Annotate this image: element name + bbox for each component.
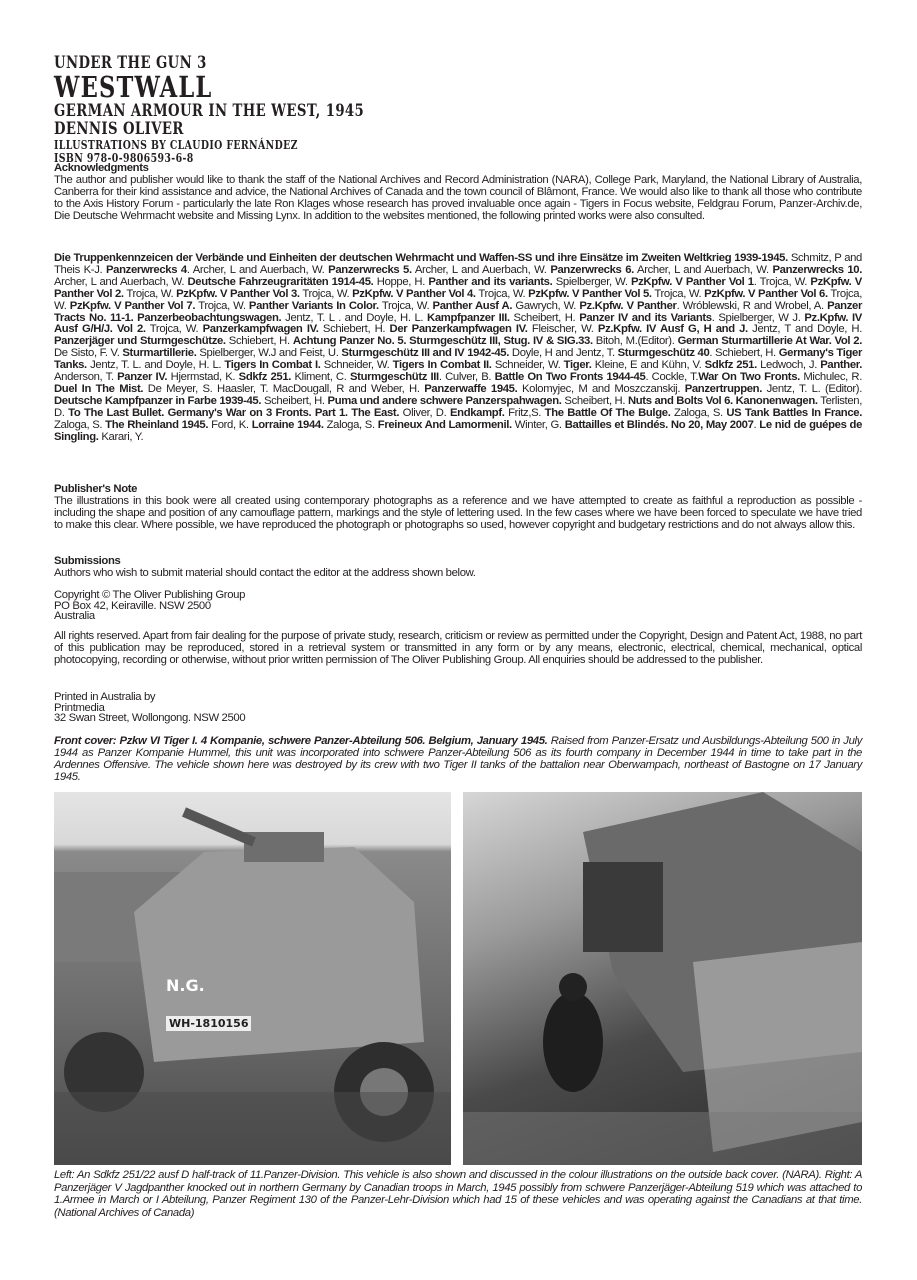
photo-halftrack xyxy=(54,792,451,1165)
bibliography-author: . xyxy=(753,418,760,431)
bibliography-author: . Cockle, T. xyxy=(645,371,699,384)
bibliography-author: Scheibert, H. xyxy=(509,311,580,324)
bibliography-author: Archer, L and Auerbach, W. xyxy=(54,275,188,288)
bibliography-author: Spielberger, W.J and Feist, U. xyxy=(196,347,342,360)
bibliography-title: The Battle Of The Bulge. xyxy=(544,406,671,419)
bibliography-author: Trojca, W. xyxy=(145,323,203,336)
bibliography xyxy=(54,253,862,444)
bibliography-title: Germany's Tiger Tanks. xyxy=(54,347,863,372)
bibliography-title: Panther and its variants. xyxy=(428,275,553,288)
bibliography-title: Battailles et Blindés. No 20, May 2007 xyxy=(564,418,754,431)
bibliography-title: Kampfpanzer III. xyxy=(427,311,510,324)
bibliography-title: Achtung Panzer No. 5. Sturmgeschütz III, Stug. IV & SIG.33. xyxy=(292,335,593,348)
bibliography-author: Anderson, T. xyxy=(54,371,118,384)
bibliography-title: Panzer IV. xyxy=(117,371,168,384)
address-line: PO Box 42, Keiraville. NSW 2500 xyxy=(54,599,211,612)
bibliography-author: Trojca, W. xyxy=(378,299,433,312)
copyright-line: Copyright © The Oliver Publishing Group xyxy=(54,589,246,601)
photo-caption: Left: An Sdkfz 251/22 ausf D half-track of 11.Panzer-Division. This vehicle is also shown and discussed in the colour illustrations on the outside back cover. (NARA). Right: A Panzerjäger V Jagdpanther knocked out in northern Germany by Canadian troops in March, 1945 possibly from schwere Panzerjäger-Abteilung 519 which was attached to 1.Armee in March or I Abteilung, Panzer Regiment 130 of the Panzer-Lehr-Division which had 15 of these vehicles and was operating against the Canadians at that time. (National Archives of Canada) xyxy=(54,1169,862,1219)
bibliography-author: Spielberger, W. xyxy=(552,275,631,288)
bibliography-author: Michulec, R. xyxy=(799,371,862,384)
bibliography-title: Nuts and Bolts Vol 6. Kanonenwagen. xyxy=(627,394,818,407)
bibliography-author: Hoppe, H. xyxy=(373,275,429,288)
bibliography-title: German Sturmartillerie At War. Vol 2. xyxy=(677,335,862,348)
bibliography-title: Panzerwrecks 5. xyxy=(328,263,412,276)
bibliography-author: Winter, G. xyxy=(511,418,565,431)
bibliography-title: US Tank Battles In France. xyxy=(726,406,863,419)
bibliography-author: Ford, K. xyxy=(208,418,252,431)
bibliography-title: Tigers In Combat II. xyxy=(392,359,492,372)
bibliography-author: Schiebert, H. xyxy=(318,323,390,336)
book-header xyxy=(54,55,364,165)
bibliography-author: Schiebert, H. xyxy=(225,335,293,348)
bibliography-author: Schneider, W. xyxy=(491,359,564,372)
bibliography-title: Lorraine 1944. xyxy=(251,418,324,431)
bibliography-author: Trojca, W. xyxy=(475,287,529,300)
bibliography-author: Zaloga, S. xyxy=(670,406,727,419)
book-title: WESTWALL xyxy=(54,70,213,104)
submissions-body: Authors who wish to submit material should contact the editor at the address shown below. xyxy=(54,566,476,579)
bibliography-title: Le nid de guépes de Singling. xyxy=(54,418,863,443)
bibliography-title: Sturmgeschütz III and IV 1942-45. xyxy=(341,347,510,360)
illustrator: ILLUSTRATIONS BY CLAUDIO FERNÁNDEZ xyxy=(54,138,298,152)
bibliography-author: Archer, L and Auerbach, W. xyxy=(411,263,551,276)
country-line: Australia xyxy=(54,610,95,622)
photo-jagdpanther xyxy=(463,792,862,1165)
bibliography-author: Scheibert, H. xyxy=(561,394,628,407)
bibliography-title: Die Truppenkennzeicen der Verbände und Einheiten der deutschen Wehrmacht und Waffen-SS und ihre Einsätze im Zweiten Weltkrieg 1939-1945. xyxy=(54,252,791,264)
bibliography-title: Pz.Kpfw. IV Ausf G/H/J. Vol 2. xyxy=(54,311,862,336)
bibliography-title: Freineux And Lamormenil. xyxy=(377,418,512,431)
bibliography-title: To The Last Bullet. Germany's War on 3 Fronts. Part 1. The East. xyxy=(68,406,400,419)
publishers-note-body: The illustrations in this book were all created using contemporary photographs as a reference and we have attempted to create as faithful a reproduction as possible - including the shape and position of any camouflage pattern, markings and the style of lettering used. In the few cases where we have been forced to speculate we have tried to make this clear. Where possible, we have reproduced the photograph or photographs so used, however copyright and budgetary restrictions and do not always allow this. xyxy=(54,494,862,531)
bibliography-title: Sturmgeschütz III xyxy=(349,371,439,384)
bibliography-title: Panzer IV and its Variants xyxy=(579,311,712,324)
front-cover-lead: Front cover: Pzkw VI Tiger I. 4 Kompanie, schwere Panzer-Abteilung 506. Belgium, January 1945. xyxy=(54,735,548,747)
jagdpanther-silhouette xyxy=(463,792,862,1165)
bibliography-author: . Schiebert, H. xyxy=(709,347,779,360)
bibliography-author: De Meyer, S. Haasler, T. MacDougall, R and Weber, H. xyxy=(143,382,425,395)
bibliography-author: Kolomyjec, M and Moszczanskij. xyxy=(517,382,685,395)
bibliography-title: PzKpfw. V Panther Vol 4. xyxy=(352,287,476,300)
bibliography-author: Karari, Y. xyxy=(98,430,144,443)
bibliography-author: Fritz,S. xyxy=(504,406,545,419)
bibliography-author: Bitoh, M.(Editor). xyxy=(592,335,678,348)
bibliography-title: Panther Ausf A. xyxy=(432,299,513,312)
publishers-note-section xyxy=(54,484,862,532)
front-cover-note xyxy=(54,736,862,784)
bibliography-author: Kleine, E and Kühn, V. xyxy=(591,359,705,372)
bibliography-title: Deutsche Fahrzeugraritäten 1914-45. xyxy=(187,275,374,288)
bibliography-author: Oliver, D. xyxy=(399,406,450,419)
bibliography-title: Sdkfz 251. xyxy=(238,371,292,384)
front-cover-body: Raised from Panzer-Ersatz und Ausbildungs-Abteilung 500 in July 1944 as Panzer Kompanie Hummel, this unit was incorporated into schwere Panzer-Abteilung 506 as its fourth company in December 1944 in time to take part in the Ardennes Offensive. The vehicle shown here was destroyed by its crew with two Tiger II tanks of the battalion near Oberwampach, northeast of Bastogne on 17 January 1945. xyxy=(54,735,862,783)
bibliography-author: Trojca, W. xyxy=(299,287,353,300)
bibliography-title: Tiger. xyxy=(563,359,592,372)
printer-info xyxy=(54,692,862,724)
bibliography-author: Archer, L and Auerbach, W. xyxy=(633,263,773,276)
bibliography-title: Panzer Tracts No. 11-1. Panzerbeobachtungswagen. xyxy=(54,299,863,324)
book-subtitle: GERMAN ARMOUR IN THE WEST, 1945 xyxy=(54,101,365,121)
bibliography-title: War On Two Fronts. xyxy=(698,371,800,384)
bibliography-author: . Spielberger, W J. xyxy=(711,311,805,324)
bibliography-title: PzKpfw. V Panther Vol 1 xyxy=(630,275,754,288)
bibliography-author: Schneider, W. xyxy=(320,359,393,372)
bibliography-title: Puma und andere schwere Panzerspahwagen. xyxy=(327,394,562,407)
bibliography-title: Sdkfz 251. xyxy=(704,359,757,372)
bibliography-title: The Rheinland 1945. xyxy=(105,418,209,431)
printer-name: Printmedia xyxy=(54,701,105,714)
bibliography-title: Panther. xyxy=(820,359,862,372)
bibliography-author: De Sisto, F. V. xyxy=(54,347,123,360)
bibliography-author: Jentz, T and Doyle, H. xyxy=(747,323,862,336)
acknowledgments-heading: Acknowledgments xyxy=(54,162,149,174)
rights-statement: All rights reserved. Apart from fair dealing for the purpose of private study, research, criticism or review as permitted under the Copyright, Design and Patent Act, 1988, no part of this publication may be reproduced, stored in a retrieval system or transmitted in any form or by any means, electronic, electrical, chemical, mechanical, optical photocopying, recording or otherwise, without prior written permission of The Oliver Publishing Group. All enquiries should be addressed to the publisher. xyxy=(54,630,862,666)
bibliography-title: Panzerwrecks 10. xyxy=(772,263,863,276)
bibliography-title: Sturmartillerie. xyxy=(122,347,197,360)
bibliography-title: Tigers In Combat I. xyxy=(224,359,321,372)
bibliography-title: PzKpfw. V Panther Vol 3. xyxy=(176,287,300,300)
bibliography-author: Schmitz, P and Theis K-J. xyxy=(54,252,862,276)
bibliography-author: Zaloga, S. xyxy=(323,418,378,431)
isbn: ISBN 978-0-9806593-6-8 xyxy=(54,151,194,165)
bibliography-title: Panzerwaffe 1945. xyxy=(424,382,518,395)
bibliography-title: Panther Variants In Color. xyxy=(248,299,379,312)
bibliography-title: PzKpfw. V Panther Vol 7. xyxy=(69,299,196,312)
bibliography-title: Sturmgeschütz 40 xyxy=(617,347,710,360)
submissions-heading: Submissions xyxy=(54,555,121,567)
bibliography-author: Trojca, W. xyxy=(54,287,863,312)
bibliography-title: PzKpfw. V Panther Vol 5. xyxy=(528,287,652,300)
bibliography-author: . Culver, B. xyxy=(438,371,495,384)
bibliography-author: Trojca, W. xyxy=(195,299,249,312)
bibliography-author: Gawrych, W. xyxy=(512,299,580,312)
bibliography-author: Fleischer, W. xyxy=(527,323,598,336)
registration-plate: WH-1810156 xyxy=(166,1016,251,1031)
printer-address: 32 Swan Street, Wollongong. NSW 2500 xyxy=(54,712,246,724)
bibliography-title: Panzerjäger und Sturmgeschütze. xyxy=(54,335,226,348)
halftrack-silhouette xyxy=(54,792,451,1165)
bibliography-author: Terlisten, D. xyxy=(54,394,862,419)
bibliography-title: Deutsche Kampfpanzer in Farbe 1939-45. xyxy=(54,394,262,407)
bibliography-author: Scheibert, H. xyxy=(261,394,328,407)
bibliography-title: PzKpfw. V Panther Vol 2. xyxy=(54,275,862,300)
copyright-address xyxy=(54,590,862,622)
acknowledgments-section xyxy=(54,163,862,223)
vehicle-code-marking: N.G. xyxy=(166,976,205,995)
bibliography-author: Doyle, H and Jentz, T. xyxy=(509,347,618,360)
acknowledgments-body: The author and publisher would like to thank the staff of the National Archives and Record Administration (NARA), College Park, Maryland, the National Library of Australia, Canberra for their kind assistance and advice, the National Archives of Canada and the town council of Blâmont, France. We would also like to thank all those who contribute to the Axis History Forum - particularly the late Ron Klages whose research has proved invaluable once again - Tigers in Focus website, Feldgrau Forum, Panzer-Archiv.de, Die Deutsche Wehrmacht website and Missing Lynx. In addition to the websites mentioned, the following printed works were also consulted. xyxy=(54,173,862,222)
bibliography-title: Duel In The Mist. xyxy=(54,382,144,395)
publishers-note-heading: Publisher's Note xyxy=(54,483,138,495)
bibliography-title: Panzerkampfwagen IV. xyxy=(202,323,319,336)
bibliography-author: Hjermstad, K. xyxy=(167,371,239,384)
bibliography-author: Jentz, T. L. and Doyle, H. L. xyxy=(86,359,225,372)
series-title: UNDER THE GUN 3 xyxy=(54,53,207,73)
bibliography-title: Der Panzerkampfwagen IV. xyxy=(389,323,528,336)
bibliography-title: Pz.Kpfw. V Panther xyxy=(579,299,677,312)
bibliography-title: Panzertruppen. xyxy=(684,382,763,395)
bibliography-author: . Archer, L and Auerbach, W. xyxy=(186,263,329,276)
bibliography-title: Endkampf. xyxy=(449,406,505,419)
author: DENNIS OLIVER xyxy=(54,119,184,139)
bibliography-author: Jentz, T. L . and Doyle, H. L. xyxy=(281,311,428,324)
bibliography-title: PzKpfw. V Panther Vol 6. xyxy=(704,287,828,300)
bibliography-title: Pz.Kpfw. IV Ausf G, H and J. xyxy=(597,323,748,336)
printer-line1: Printed in Australia by xyxy=(54,691,156,703)
bibliography-author: Jentz, T. L. (Editor). xyxy=(762,382,863,395)
bibliography-title: Panzerwrecks 6. xyxy=(550,263,634,276)
bibliography-author: Trojca, W. xyxy=(651,287,705,300)
bibliography-author: Trojca, W. xyxy=(123,287,177,300)
bibliography-title: Panzerwrecks 4 xyxy=(106,263,187,276)
bibliography-author: Ledwoch, J. xyxy=(756,359,821,372)
bibliography-author: . Wróblewski, R and Wrobel, A. xyxy=(676,299,828,312)
bibliography-title: Battle On Two Fronts 1944-45 xyxy=(494,371,646,384)
bibliography-author: Zaloga, S. xyxy=(54,418,106,431)
submissions-section xyxy=(54,556,862,580)
bibliography-author: . Trojca, W. xyxy=(753,275,811,288)
bibliography-author: Kliment, C. xyxy=(291,371,350,384)
